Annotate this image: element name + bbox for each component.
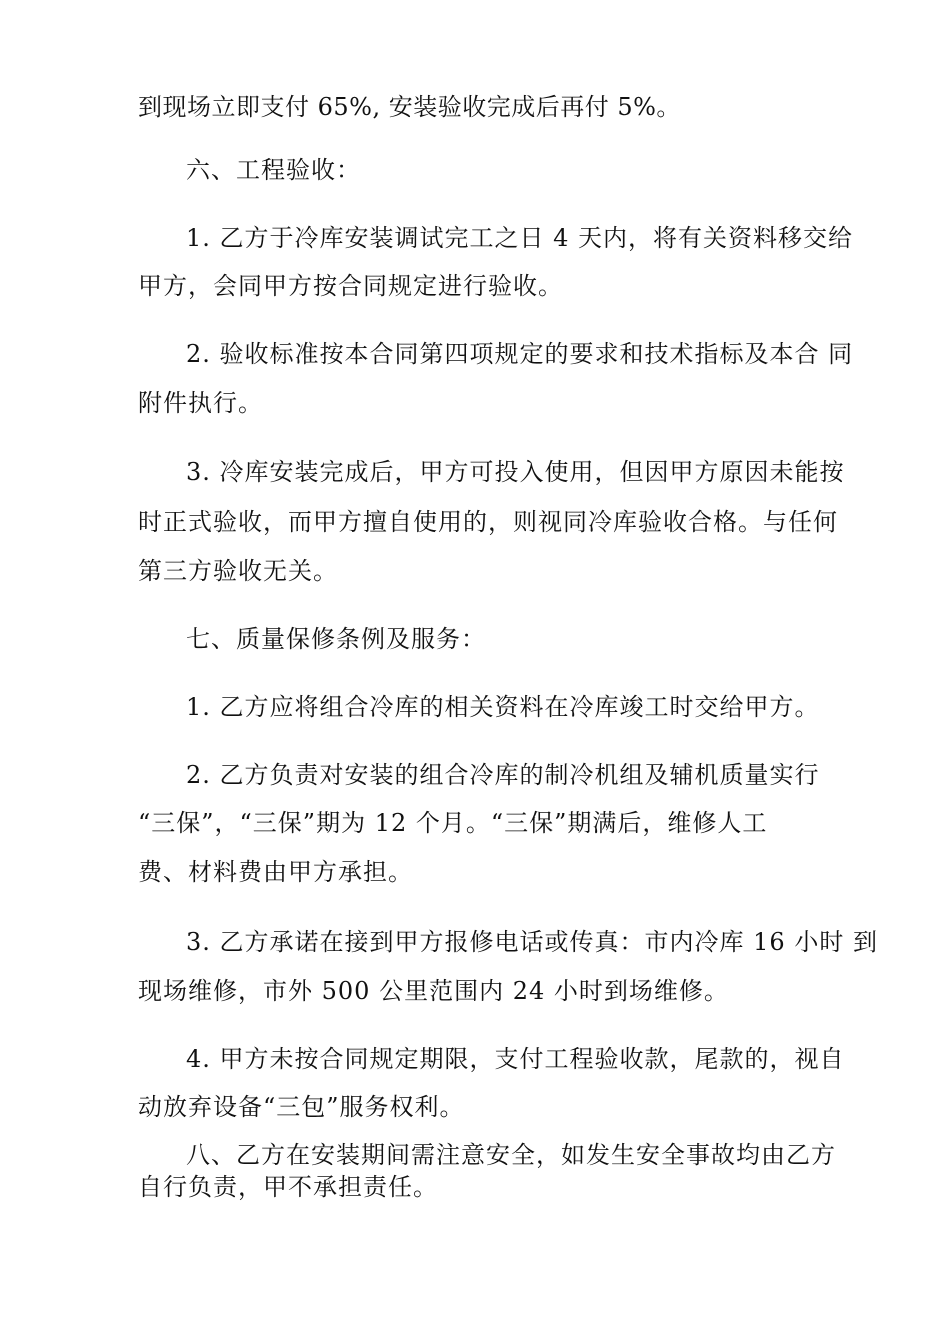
acceptance-item-3-line-2: 时正式验收，而甲方擅自使用的，则视同冷库验收合格。与任何 bbox=[138, 508, 838, 536]
acceptance-item-2-line-1: 2. 验收标准按本合同第四项规定的要求和技术指标及本合 同 bbox=[186, 340, 854, 368]
warranty-item-4-line-2: 动放弃设备“三包”服务权利。 bbox=[138, 1093, 465, 1121]
acceptance-item-1-line-1: 1. 乙方于冷库安装调试完工之日 4 天内，将有关资料移交给 bbox=[186, 224, 854, 252]
section-seven-heading: 七、质量保修条例及服务： bbox=[186, 625, 486, 653]
warranty-item-1-line-1: 1. 乙方应将组合冷库的相关资料在冷库竣工时交给甲方。 bbox=[186, 693, 820, 721]
acceptance-item-2-line-2: 附件执行。 bbox=[138, 389, 263, 417]
warranty-item-3-line-1: 3. 乙方承诺在接到甲方报修电话或传真：市内冷库 16 小时 到 bbox=[186, 928, 878, 956]
acceptance-item-3-line-3: 第三方验收无关。 bbox=[138, 557, 338, 585]
section-eight-line-1: 八、乙方在安装期间需注意安全，如发生安全事故均由乙方 bbox=[186, 1141, 836, 1169]
warranty-item-2-line-2: “三保”，“三保”期为 12 个月。“三保”期满后，维修人工 bbox=[138, 809, 768, 837]
warranty-item-3-line-2: 现场维修，市外 500 公里范围内 24 小时到场维修。 bbox=[138, 977, 729, 1005]
section-eight-line-2: 自行负责，甲不承担责任。 bbox=[138, 1173, 438, 1201]
acceptance-item-1-line-2: 甲方，会同甲方按合同规定进行验收。 bbox=[138, 272, 563, 300]
warranty-item-2-line-1: 2. 乙方负责对安装的组合冷库的制冷机组及辅机质量实行 bbox=[186, 761, 820, 789]
warranty-item-2-line-3: 费、材料费由甲方承担。 bbox=[138, 858, 413, 886]
warranty-item-4-line-1: 4. 甲方未按合同规定期限，支付工程验收款，尾款的，视自 bbox=[186, 1045, 845, 1073]
acceptance-item-3-line-1: 3. 冷库安装完成后，甲方可投入使用，但因甲方原因未能按 bbox=[186, 458, 845, 486]
payment-text-line: 到现场立即支付 65%, 安装验收完成后再付 5%。 bbox=[138, 93, 681, 121]
section-six-heading: 六、工程验收： bbox=[186, 156, 361, 184]
